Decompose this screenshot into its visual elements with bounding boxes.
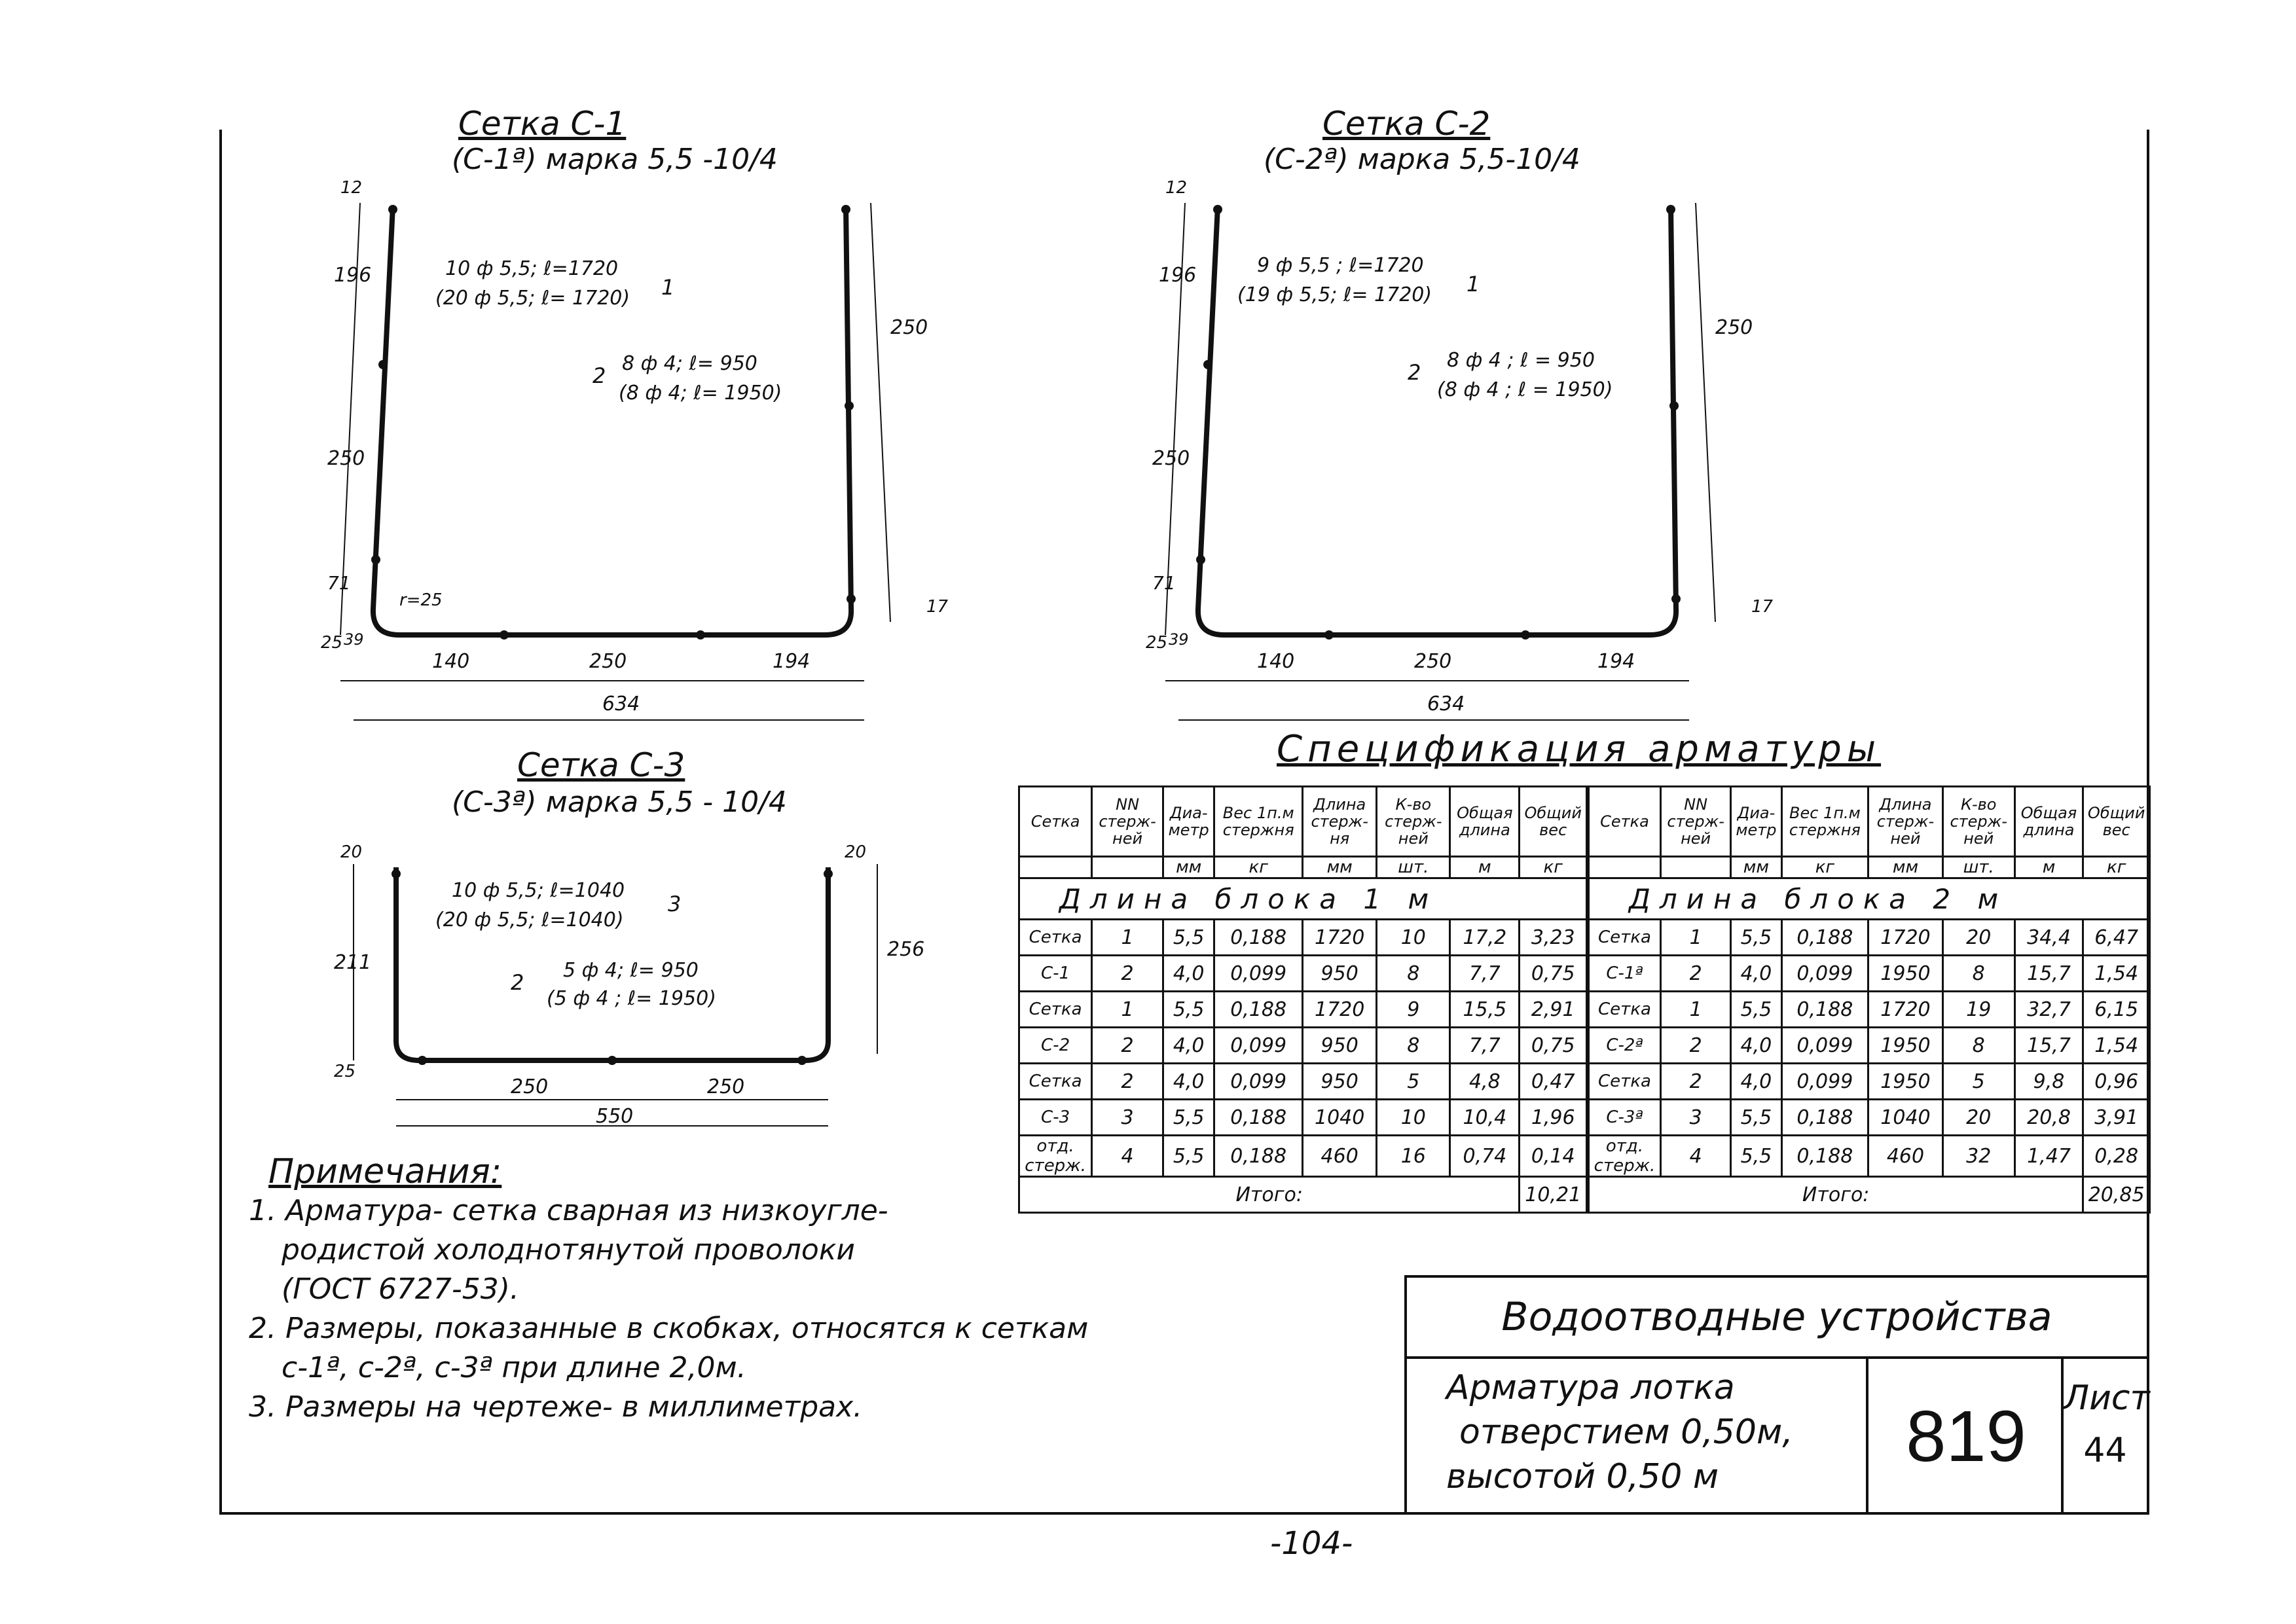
spec-cell: 0,188: [1781, 1136, 1868, 1177]
spec-table-row: [1019, 1100, 1587, 1136]
spec-cell: Сетка: [1019, 992, 1092, 1028]
spec-table-left: [1018, 785, 1588, 1214]
c2-dim-194: 194: [1597, 650, 1635, 673]
spec-cell: 20: [1942, 1100, 2014, 1136]
spec-cell: 1: [1661, 992, 1731, 1028]
c3-dim-550: 550: [596, 1105, 634, 1128]
spec-cell: 1,96: [1520, 1100, 1587, 1136]
spec-cell: 1950: [1868, 1064, 1943, 1100]
spec-cell: 4,0: [1731, 1064, 1781, 1100]
c1-dim-17: 17: [926, 597, 949, 617]
c2-dim-140: 140: [1257, 650, 1295, 673]
spec-table-row: [1589, 992, 2150, 1028]
spec-cell: 4,0: [1163, 1064, 1214, 1100]
spec-cell: 0,188: [1214, 920, 1303, 956]
page-number: -104-: [1270, 1525, 1353, 1562]
spec-cell: 1: [1092, 920, 1163, 956]
spec-cell: 8: [1942, 956, 2014, 992]
spec-cell: 8: [1377, 956, 1450, 992]
spec-right-hdr-5: К-во стерж-ней: [1942, 787, 2014, 857]
spec-cell: отд. стерж.: [1019, 1136, 1092, 1177]
spec-cell: 9,8: [2014, 1064, 2083, 1100]
spec-cell: 2: [1661, 1028, 1731, 1064]
spec-right-unit-2: мм: [1731, 857, 1781, 878]
c3-dim-211: 211: [334, 951, 372, 974]
spec-cell: 5,5: [1163, 920, 1214, 956]
c1-dim-71: 71: [327, 572, 351, 594]
spec-right-unit-3: кг: [1781, 857, 1868, 878]
spec-table-row: [1589, 920, 2150, 956]
spec-right-section: Длина блока 2 м: [1589, 878, 2150, 920]
spec-left-hdr-1: NN стерж-ней: [1092, 787, 1163, 857]
spec-cell: 20,8: [2014, 1100, 2083, 1136]
c2-callout-1a: 9 ф 5,5 ; ℓ=1720: [1257, 254, 1424, 277]
c3-pos-2: 2: [511, 970, 524, 995]
c2-subtitle: (С-2ª) марка 5,5-10/4: [1264, 143, 1580, 176]
spec-table-row: [1019, 1136, 1587, 1177]
spec-cell: 5,5: [1731, 1100, 1781, 1136]
spec-cell: 4,0: [1731, 1028, 1781, 1064]
note-2b: с-1ª, с-2ª, с-3ª при длине 2,0м.: [282, 1351, 746, 1384]
c2-callout-2a: 8 ф 4 ; ℓ = 950: [1447, 349, 1595, 372]
title-block-description: [1407, 1359, 1868, 1515]
spec-cell: 4: [1092, 1136, 1163, 1177]
spec-cell: 15,7: [2014, 1028, 2083, 1064]
spec-left-unit-5: шт.: [1377, 857, 1450, 878]
spec-cell: 5,5: [1731, 1136, 1781, 1177]
spec-cell: 15,5: [1450, 992, 1520, 1028]
title-block-sheet-label: Лист: [2064, 1379, 2150, 1418]
spec-cell: 1720: [1868, 920, 1943, 956]
spec-right-unit-1: [1661, 857, 1731, 878]
spec-cell: 1040: [1868, 1100, 1943, 1136]
spec-cell: 8: [1377, 1028, 1450, 1064]
spec-left-hdr-6: Общая длина: [1450, 787, 1520, 857]
spec-table-right: [1588, 785, 2151, 1214]
spec-cell: 0,28: [2083, 1136, 2150, 1177]
title-block: [1404, 1275, 2150, 1515]
spec-cell: С-3ª: [1589, 1100, 1661, 1136]
spec-cell: 1,54: [2083, 1028, 2150, 1064]
spec-cell: 5,5: [1163, 992, 1214, 1028]
spec-cell: 2: [1661, 956, 1731, 992]
c1-callout-2b: (8 ф 4; ℓ= 1950): [619, 382, 782, 405]
spec-table-row: [1019, 956, 1587, 992]
spec-left-body: [1019, 920, 1587, 1177]
spec-left-hdr-3: Вес 1п.м стержня: [1214, 787, 1303, 857]
spec-cell: 1720: [1302, 920, 1376, 956]
c3-subtitle: (С-3ª) марка 5,5 - 10/4: [452, 785, 787, 819]
notes-title: Примечания:: [268, 1152, 502, 1191]
notes: [249, 1152, 1088, 1427]
spec-cell: С-1ª: [1589, 956, 1661, 992]
c3-dim-250-b: 250: [707, 1075, 745, 1098]
spec-left-unit-1: [1092, 857, 1163, 878]
spec-cell: 32: [1942, 1136, 2014, 1177]
c3-dim-20-left: 20: [340, 842, 363, 862]
spec-cell: 1720: [1302, 992, 1376, 1028]
spec-cell: 0,96: [2083, 1064, 2150, 1100]
spec-table-row: [1589, 1028, 2150, 1064]
spec-right-hdr-2: Диа-метр: [1731, 787, 1781, 857]
spec-cell: 0,14: [1520, 1136, 1587, 1177]
note-2a: 2. Размеры, показанные в скобках, относятся к сеткам: [249, 1312, 1089, 1345]
spec-cell: 0,188: [1781, 992, 1868, 1028]
spec-cell: 5,5: [1731, 992, 1781, 1028]
spec-left-hdr-5: К-во стерж-ней: [1377, 787, 1450, 857]
spec-right-unit-7: кг: [2083, 857, 2150, 878]
spec-cell: Сетка: [1589, 920, 1661, 956]
spec-table-row: [1019, 992, 1587, 1028]
spec-cell: 6,47: [2083, 920, 2150, 956]
spec-right-unit-5: шт.: [1942, 857, 2014, 878]
spec-cell: 19: [1942, 992, 2014, 1028]
spec-right-body: [1589, 920, 2150, 1177]
spec-right-total-label: Итого:: [1589, 1177, 2083, 1213]
spec-cell: 0,188: [1214, 1136, 1303, 1177]
spec-title: Спецификация арматуры: [1277, 728, 1882, 770]
title-block-sheet-no: 44: [2083, 1431, 2127, 1470]
spec-cell: 460: [1302, 1136, 1376, 1177]
spec-cell: 7,7: [1450, 1028, 1520, 1064]
title-block-line3: высотой 0,50 м: [1446, 1457, 1719, 1496]
c3-callout-1b: (20 ф 5,5; ℓ=1040): [435, 909, 624, 931]
spec-cell: 1,47: [2014, 1136, 2083, 1177]
title-block-sheet: [2064, 1359, 2150, 1515]
spec-cell: 0,74: [1450, 1136, 1520, 1177]
c1-dim-39: 39: [344, 630, 364, 649]
c1-dim-194: 194: [773, 650, 811, 673]
c1-dim-140: 140: [432, 650, 470, 673]
spec-cell: 3,91: [2083, 1100, 2150, 1136]
c2-dim-196: 196: [1159, 264, 1197, 287]
spec-cell: 0,188: [1214, 992, 1303, 1028]
spec-left-hdr-7: Общий вес: [1520, 787, 1587, 857]
title-block-line2: отверстием 0,50м,: [1459, 1413, 1793, 1452]
spec-cell: 950: [1302, 956, 1376, 992]
spec-right-hdr-6: Общая длина: [2014, 787, 2083, 857]
c1-dim-250-right: 250: [890, 316, 928, 339]
spec-cell: 20: [1942, 920, 2014, 956]
spec-right-hdr-0: Сетка: [1589, 787, 1661, 857]
c2-dim-25: 25: [1146, 633, 1168, 653]
spec-table-row: [1019, 920, 1587, 956]
spec-cell: 7,7: [1450, 956, 1520, 992]
spec-cell: 1040: [1302, 1100, 1376, 1136]
spec-cell: 17,2: [1450, 920, 1520, 956]
c2-dim-17: 17: [1751, 597, 1774, 617]
spec-cell: 10: [1377, 920, 1450, 956]
spec-cell: С-3: [1019, 1100, 1092, 1136]
c3-callout-2b: (5 ф 4 ; ℓ= 1950): [547, 987, 716, 1010]
c1-pos-2: 2: [592, 363, 606, 388]
spec-cell: 10: [1377, 1100, 1450, 1136]
spec-cell: 5: [1377, 1064, 1450, 1100]
spec-left-unit-7: кг: [1520, 857, 1587, 878]
spec-cell: Сетка: [1019, 920, 1092, 956]
spec-left-section: Длина блока 1 м: [1019, 878, 1587, 920]
spec-right-unit-4: мм: [1868, 857, 1943, 878]
c1-callout-1b: (20 ф 5,5; ℓ= 1720): [435, 287, 630, 310]
spec-left-unit-3: кг: [1214, 857, 1303, 878]
spec-cell: 5: [1942, 1064, 2014, 1100]
note-1a: 1. Арматура- сетка сварная из низкоугле-: [249, 1194, 888, 1227]
spec-cell: Сетка: [1589, 992, 1661, 1028]
spec-cell: С-2: [1019, 1028, 1092, 1064]
spec-cell: 16: [1377, 1136, 1450, 1177]
c3-title: Сетка С-3: [517, 746, 685, 784]
c2-dim-250-left: 250: [1152, 447, 1190, 470]
spec-left-hdr-0: Сетка: [1019, 787, 1092, 857]
c1-dim-25: 25: [321, 633, 343, 653]
spec-cell: 2,91: [1520, 992, 1587, 1028]
c2-drawing: [1139, 177, 1794, 740]
spec-cell: 950: [1302, 1064, 1376, 1100]
spec-cell: 15,7: [2014, 956, 2083, 992]
spec-table-row: [1589, 1064, 2150, 1100]
spec-cell: 32,7: [2014, 992, 2083, 1028]
spec-cell: 950: [1302, 1028, 1376, 1064]
c1-subtitle: (С-1ª) марка 5,5 -10/4: [452, 143, 778, 176]
spec-left-hdr-4: Длина стерж-ня: [1302, 787, 1376, 857]
c1-dim-634: 634: [602, 693, 640, 715]
spec-table-row: [1589, 1136, 2150, 1177]
note-1c: (ГОСТ 6727-53).: [282, 1272, 519, 1306]
spec-cell: Сетка: [1019, 1064, 1092, 1100]
spec-cell: 4: [1661, 1136, 1731, 1177]
c2-pos-1: 1: [1467, 272, 1480, 297]
spec-left-hdr-2: Диа-метр: [1163, 787, 1214, 857]
spec-cell: 1950: [1868, 956, 1943, 992]
spec-cell: 4,0: [1163, 1028, 1214, 1064]
c2-callout-1b: (19 ф 5,5; ℓ= 1720): [1237, 283, 1432, 306]
spec-right-hdr-3: Вес 1п.м стержня: [1781, 787, 1868, 857]
spec-cell: 0,47: [1520, 1064, 1587, 1100]
spec-left-unit-4: мм: [1302, 857, 1376, 878]
spec-cell: 4,0: [1163, 956, 1214, 992]
c3-dim-256: 256: [887, 938, 925, 961]
spec-cell: 460: [1868, 1136, 1943, 1177]
spec-left-total-label: Итого:: [1019, 1177, 1520, 1213]
c3-callout-2a: 5 ф 4; ℓ= 950: [563, 959, 699, 982]
note-3: 3. Размеры на чертеже- в миллиметрах.: [249, 1390, 863, 1424]
spec-right-total: 20,85: [2083, 1177, 2150, 1213]
spec-cell: 0,188: [1781, 1100, 1868, 1136]
spec-cell: 2: [1661, 1064, 1731, 1100]
spec-cell: 3: [1092, 1100, 1163, 1136]
c3-pos-1: 3: [668, 892, 682, 916]
spec-right-unit-6: м: [2014, 857, 2083, 878]
c1-dim-250-bottom: 250: [589, 650, 627, 673]
c2-dim-634: 634: [1427, 693, 1465, 715]
spec-right-hdr-7: Общий вес: [2083, 787, 2150, 857]
c1-drawing: [314, 177, 956, 740]
spec-cell: 0,099: [1781, 1028, 1868, 1064]
spec-cell: 1,54: [2083, 956, 2150, 992]
spec-cell: отд. стерж.: [1589, 1136, 1661, 1177]
spec-cell: 0,188: [1214, 1100, 1303, 1136]
spec-cell: 1: [1092, 992, 1163, 1028]
spec-table-row: [1019, 1064, 1587, 1100]
spec-right-hdr-4: Длина стерж-ней: [1868, 787, 1943, 857]
spec-left-unit-2: мм: [1163, 857, 1214, 878]
spec-right-hdr-1: NN стерж-ней: [1661, 787, 1731, 857]
c2-callout-2b: (8 ф 4 ; ℓ = 1950): [1437, 378, 1613, 401]
spec-right-unit-0: [1589, 857, 1661, 878]
spec-table-row: [1589, 956, 2150, 992]
spec-cell: 2: [1092, 956, 1163, 992]
c3-dim-250-a: 250: [511, 1075, 549, 1098]
c1-title: Сетка С-1: [458, 105, 627, 143]
spec-left-unit-6: м: [1450, 857, 1520, 878]
c2-title: Сетка С-2: [1322, 105, 1491, 143]
spec-cell: 1: [1661, 920, 1731, 956]
spec-cell: 9: [1377, 992, 1450, 1028]
spec-cell: С-2ª: [1589, 1028, 1661, 1064]
c3-dim-25-left: 25: [334, 1062, 356, 1081]
spec-cell: 4,8: [1450, 1064, 1520, 1100]
c2-dim-250-bottom: 250: [1414, 650, 1452, 673]
spec-cell: 4,0: [1731, 956, 1781, 992]
c2-dim-250-right: 250: [1715, 316, 1753, 339]
spec-cell: 3,23: [1520, 920, 1587, 956]
c3-drawing: [314, 825, 943, 1139]
spec-cell: 8: [1942, 1028, 2014, 1064]
spec-cell: 0,099: [1214, 1028, 1303, 1064]
spec-cell: 34,4: [2014, 920, 2083, 956]
c1-dim-r: r=25: [399, 590, 443, 610]
title-block-number: 819: [1871, 1359, 2064, 1515]
spec-cell: 1950: [1868, 1028, 1943, 1064]
spec-left-total: 10,21: [1520, 1177, 1587, 1213]
c2-dim-12: 12: [1165, 178, 1188, 198]
spec-table-row: [1589, 1100, 2150, 1136]
title-block-line1: Арматура лотка: [1446, 1368, 1735, 1407]
c3-callout-1a: 10 ф 5,5; ℓ=1040: [452, 879, 625, 902]
spec-cell: 0,099: [1214, 1064, 1303, 1100]
spec-cell: 2: [1092, 1064, 1163, 1100]
spec-cell: 0,75: [1520, 1028, 1587, 1064]
spec-cell: 5,5: [1163, 1100, 1214, 1136]
spec-cell: 3: [1661, 1100, 1731, 1136]
c2-pos-2: 2: [1408, 360, 1421, 385]
title-block-header: Водоотводные устройства: [1407, 1278, 2147, 1359]
c2-dim-71: 71: [1152, 572, 1176, 594]
spec-cell: 10,4: [1450, 1100, 1520, 1136]
spec-cell: 0,099: [1214, 956, 1303, 992]
c1-pos-1: 1: [661, 275, 675, 300]
c1-dim-250-left: 250: [327, 447, 365, 470]
spec-cell: 2: [1092, 1028, 1163, 1064]
spec-cell: 5,5: [1731, 920, 1781, 956]
spec-cell: 0,099: [1781, 956, 1868, 992]
spec-cell: 0,75: [1520, 956, 1587, 992]
spec-table-row: [1019, 1028, 1587, 1064]
c2-dim-39: 39: [1169, 630, 1189, 649]
c3-dim-20-right: 20: [845, 842, 867, 862]
spec-cell: 0,188: [1781, 920, 1868, 956]
c1-callout-1a: 10 ф 5,5; ℓ=1720: [445, 257, 619, 280]
spec-cell: С-1: [1019, 956, 1092, 992]
spec-cell: 6,15: [2083, 992, 2150, 1028]
c1-dim-196: 196: [334, 264, 372, 287]
spec-cell: Сетка: [1589, 1064, 1661, 1100]
c1-callout-2a: 8 ф 4; ℓ= 950: [622, 352, 757, 375]
spec-cell: 1720: [1868, 992, 1943, 1028]
spec-cell: 5,5: [1163, 1136, 1214, 1177]
c1-dim-12: 12: [340, 178, 363, 198]
spec-left-unit-0: [1019, 857, 1092, 878]
note-1b: родистой холоднотянутой проволоки: [282, 1233, 856, 1267]
spec-cell: 0,099: [1781, 1064, 1868, 1100]
